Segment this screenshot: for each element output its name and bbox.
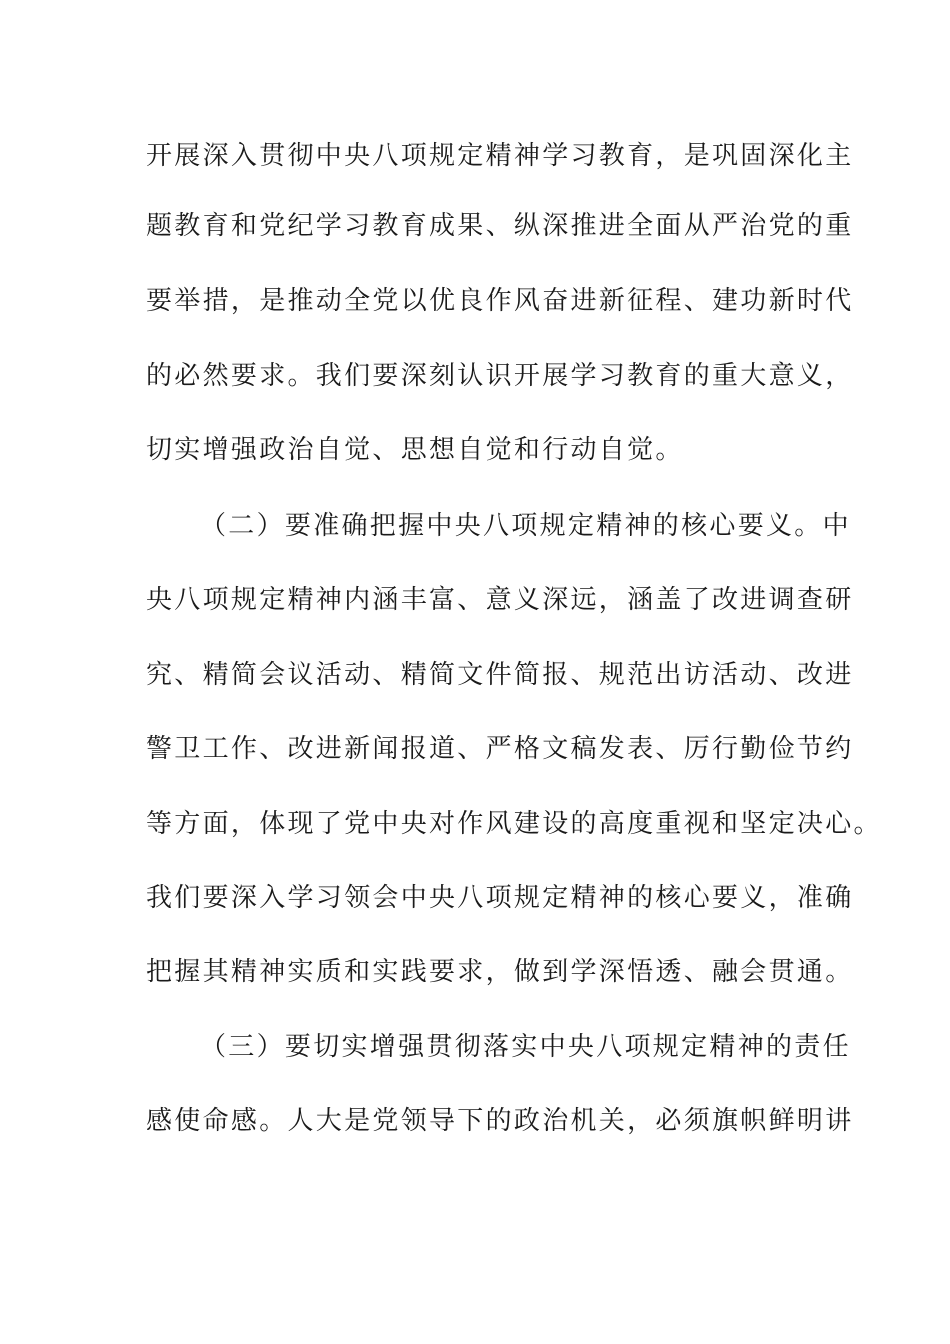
text-line: 究、精简会议活动、精简文件简报、规范出访活动、改进 xyxy=(146,660,854,690)
text-line: 的必然要求。我们要深刻认识开展学习教育的重大意义， xyxy=(146,361,854,391)
text-line: 感使命感。人大是党领导下的政治机关，必须旗帜鲜明讲 xyxy=(146,1106,854,1136)
text-line: 要举措，是推动全党以优良作风奋进新征程、建功新时代 xyxy=(146,286,854,316)
text-line: 题教育和党纪学习教育成果、纵深推进全面从严治党的重 xyxy=(146,211,854,241)
text-line: 把握其精神实质和实践要求，做到学深悟透、融会贯通。 xyxy=(146,957,854,987)
paragraph-heading-2: （二）要准确把握中央八项规定精神的核心要义。中 xyxy=(200,511,851,541)
text-line: 开展深入贯彻中央八项规定精神学习教育，是巩固深化主 xyxy=(146,141,854,171)
text-line: 我们要深入学习领会中央八项规定精神的核心要义，准确 xyxy=(146,883,854,913)
text-line: 警卫工作、改进新闻报道、严格文稿发表、厉行勤俭节约 xyxy=(146,734,854,764)
text-line: 央八项规定精神内涵丰富、意义深远，涵盖了改进调查研 xyxy=(146,585,854,615)
text-line: 切实增强政治自觉、思想自觉和行动自觉。 xyxy=(146,435,684,465)
text-line: 等方面，体现了党中央对作风建设的高度重视和坚定决心。 xyxy=(146,809,882,839)
paragraph-heading-3: （三）要切实增强贯彻落实中央八项规定精神的责任 xyxy=(200,1032,851,1062)
